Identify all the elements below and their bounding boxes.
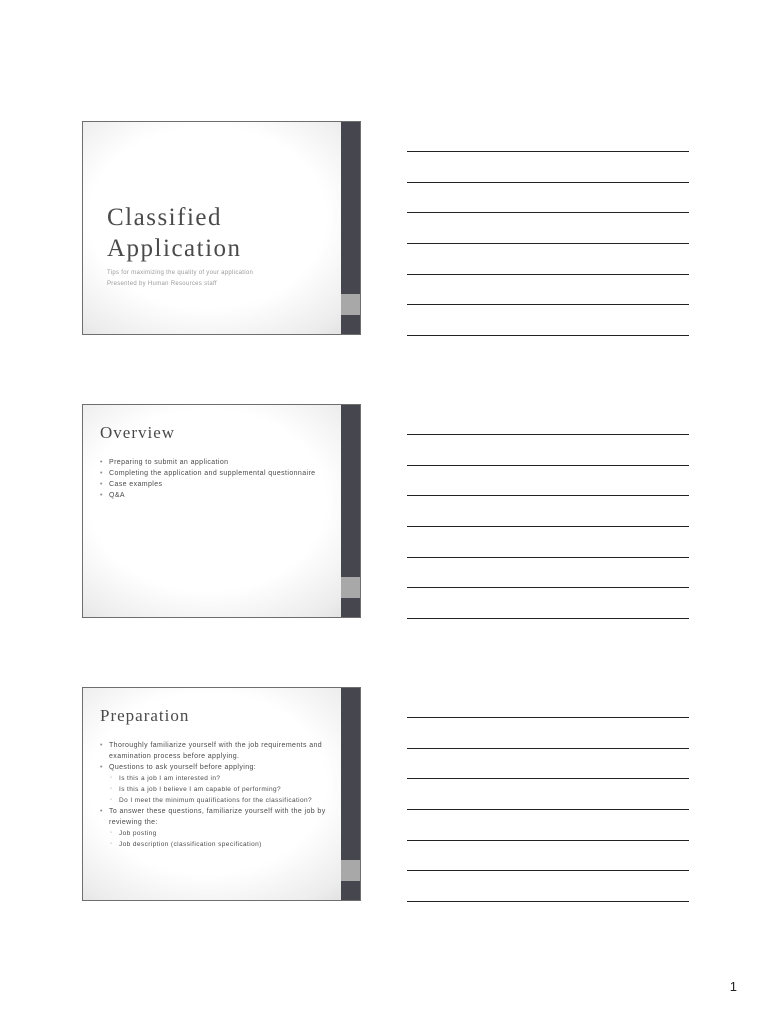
slide-title: Classified Application [107,204,242,262]
slide-side-square [341,577,360,598]
note-line [407,182,689,183]
bullet-item: • To answer these questions, familiarize yourself with the job by reviewing the: [100,806,340,828]
slide-side-square [341,860,360,881]
slide-thumbnail-2 [82,404,361,618]
slide-subtitle [107,268,337,290]
note-line [407,526,689,527]
note-line [407,809,689,810]
slide-side-square [341,294,360,315]
note-line [407,901,689,902]
bullet-item: • Completing the application and supplemental questionnaire [100,468,340,479]
note-line [407,870,689,871]
bullet-item: • Thoroughly familiarize yourself with the job requirements and examination process before applying. [100,740,340,762]
note-line [407,840,689,841]
note-line [407,434,689,435]
slide-subtitle-line: Tips for maximizing the quality of your application [107,270,254,276]
note-line [407,151,689,152]
note-line [407,274,689,275]
note-line [407,212,689,213]
note-line [407,495,689,496]
sub-bullet-item: ◦ Do I meet the minimum qualifications for the classification? [100,795,340,806]
slide-heading: Preparation [100,706,190,725]
note-line [407,618,689,619]
note-line [407,465,689,466]
bullet-item: • Q&A [100,490,340,501]
note-line [407,557,689,558]
note-line [407,335,689,336]
sub-bullet-item: ◦ Job description (classification specification) [100,839,340,850]
note-line [407,717,689,718]
page-number: 1 [729,979,737,994]
sub-bullet-item: ◦ Is this a job I am interested in? [100,773,340,784]
bullet-item: • Preparing to submit an application [100,457,340,468]
note-line [407,587,689,588]
slide-heading: Overview [100,423,176,442]
note-line [407,748,689,749]
slide-bullet-list [100,457,340,501]
bullet-item: • Questions to ask yourself before applying: [100,762,340,773]
note-line [407,243,689,244]
slide-presenter-line: Presented by Human Resources staff [107,281,217,287]
slide-thumbnail-3 [82,687,361,901]
sub-bullet-item: ◦ Is this a job I believe I am capable of performing? [100,784,340,795]
sub-bullet-item: ◦ Job posting [100,828,340,839]
bullet-item: • Case examples [100,479,340,490]
slide-bullet-list [100,740,340,850]
note-line [407,304,689,305]
slide-thumbnail-1 [82,121,361,335]
note-line [407,778,689,779]
